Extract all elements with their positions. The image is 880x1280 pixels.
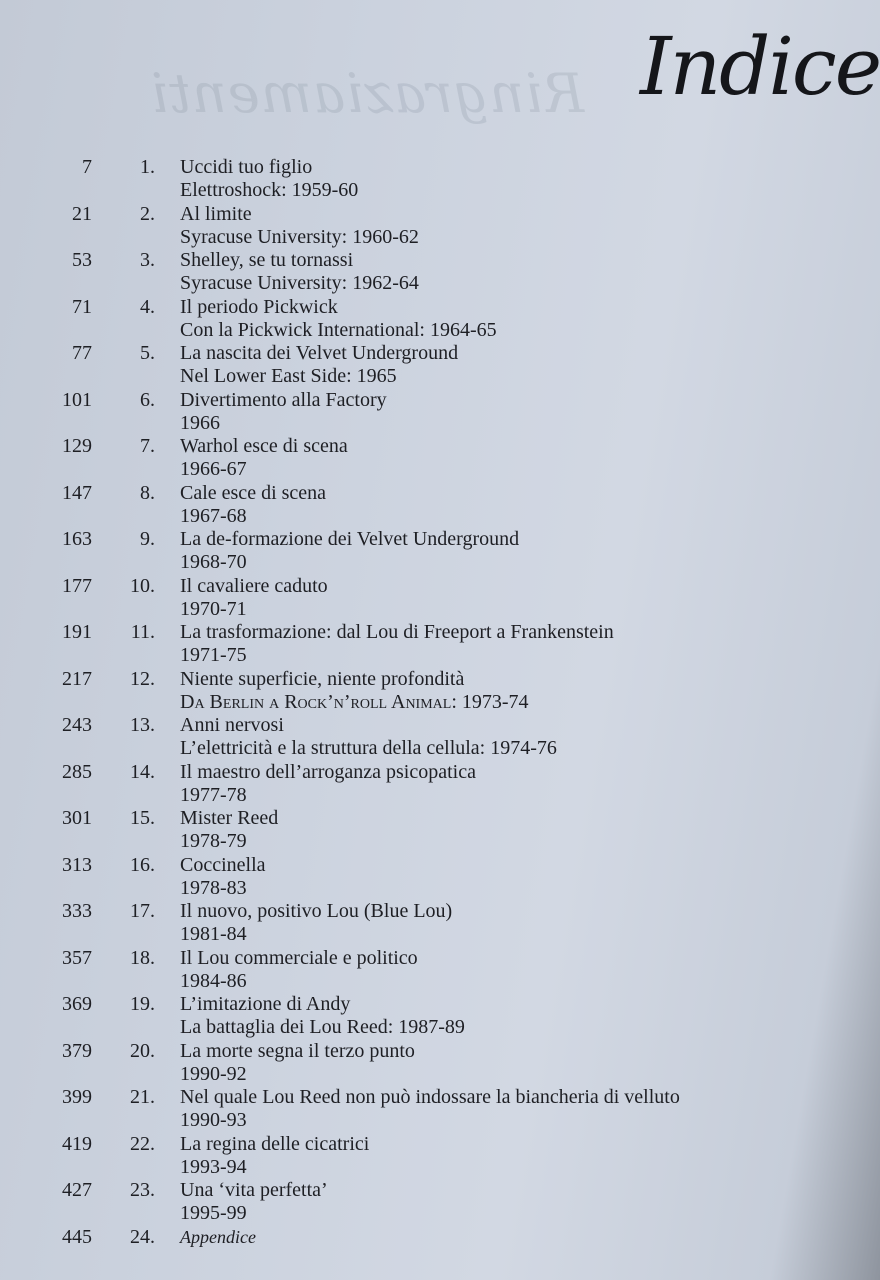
chapter-subtitle: Elettroshock: 1959-60 [180,179,359,201]
chapter-title: Nel quale Lou Reed non può indossare la biancheria di velluto [180,1086,680,1108]
page-number: 419 [62,1132,92,1155]
toc-entry [0,947,852,994]
toc-entry [0,203,852,250]
chapter-title: Il Lou commerciale e politico [180,946,418,969]
toc-entry [0,900,852,947]
page-number: 243 [62,714,92,736]
chapter-title: L’imitazione di Andy [180,993,351,1015]
toc-entry [0,528,852,575]
page-number: 71 [72,295,92,318]
chapter-title: Il cavaliere caduto [180,574,328,597]
page-title: Indice [640,20,880,113]
chapter-title: Appendice [180,1226,256,1247]
chapter-subtitle: 1978-83 [180,876,247,899]
toc-entry [0,435,852,482]
chapter-subtitle: 1995-99 [180,1202,247,1224]
toc-entry [0,482,852,529]
chapter-title: Uccidi tuo figlio [180,156,313,178]
toc-entry [0,296,852,343]
chapter-number: 11. [130,621,155,643]
toc-entry [0,342,852,389]
chapter-subtitle: Syracuse University: 1962-64 [180,272,419,294]
chapter-number: 12. [130,667,155,690]
chapter-subtitle: Da Berlin a Rock’n’roll Animal: 1973-74 [180,690,529,713]
page-number: 191 [62,621,92,643]
chapter-subtitle: La battaglia dei Lou Reed: 1987-89 [180,1016,465,1038]
table-of-contents [0,156,852,1272]
chapter-number: 21. [130,1086,155,1108]
chapter-title: Cale esce di scena [180,481,327,504]
toc-entry [0,854,852,901]
page-number: 379 [62,1039,92,1062]
chapter-title: La morte segna il terzo punto [180,1039,415,1062]
chapter-title: Una ‘vita perfetta’ [180,1179,328,1201]
chapter-number: 10. [130,574,155,597]
chapter-number: 15. [130,807,155,829]
chapter-subtitle: 1993-94 [180,1155,247,1178]
chapter-number: 20. [130,1039,155,1062]
toc-entry [0,575,852,622]
page-number: 357 [62,946,92,969]
chapter-number: 24. [130,1225,155,1248]
toc-entry [0,389,852,436]
chapter-title: Niente superficie, niente profondità [180,667,465,690]
chapter-number: 22. [130,1132,155,1155]
page-number: 285 [62,760,92,783]
chapter-subtitle: 1967-68 [180,504,247,527]
chapter-title: Coccinella [180,853,266,876]
toc-entry [0,714,852,761]
page-number: 163 [62,528,92,550]
page-number: 369 [62,993,92,1015]
chapter-subtitle: 1971-75 [180,644,247,666]
page-number: 445 [62,1225,92,1248]
page-number: 177 [62,574,92,597]
chapter-number: 9. [140,528,155,550]
chapter-title: Shelley, se tu tornassi [180,249,354,271]
chapter-subtitle: 1966-67 [180,458,247,480]
page-number: 301 [62,807,92,829]
chapter-number: 4. [140,295,155,318]
chapter-title: Divertimento alla Factory [180,388,387,411]
page-number: 427 [62,1179,92,1201]
chapter-subtitle: 1978-79 [180,830,247,852]
chapter-number: 19. [130,993,155,1015]
chapter-number: 14. [130,760,155,783]
toc-entry [0,1179,852,1226]
page-number: 53 [72,249,92,271]
chapter-subtitle: 1990-93 [180,1109,247,1131]
toc-entry [0,1086,852,1133]
chapter-number: 1. [140,156,155,178]
page-number: 147 [62,481,92,504]
toc-entry [0,761,852,808]
chapter-subtitle: 1966 [180,411,220,434]
chapter-number: 5. [140,342,155,364]
chapter-number: 13. [130,714,155,736]
chapter-number: 23. [130,1179,155,1201]
chapter-number: 8. [140,481,155,504]
chapter-number: 16. [130,853,155,876]
chapter-subtitle: 1984-86 [180,969,247,992]
page-number: 129 [62,435,92,457]
chapter-subtitle: Nel Lower East Side: 1965 [180,365,397,387]
chapter-title: La de-formazione dei Velvet Underground [180,528,520,550]
chapter-subtitle: 1968-70 [180,551,247,573]
page-number: 7 [82,156,92,178]
chapter-title: Mister Reed [180,807,279,829]
chapter-number: 17. [130,900,155,922]
chapter-title: Anni nervosi [180,714,284,736]
toc-entry [0,668,852,715]
chapter-subtitle: 1970-71 [180,597,247,620]
chapter-subtitle: 1977-78 [180,783,247,806]
chapter-subtitle: Con la Pickwick International: 1964-65 [180,318,497,341]
chapter-title: Il nuovo, positivo Lou (Blue Lou) [180,900,453,922]
toc-entry [0,1040,852,1087]
page-number: 77 [72,342,92,364]
chapter-title: Al limite [180,202,252,225]
chapter-number: 3. [140,249,155,271]
chapter-title: La nascita dei Velvet Underground [180,342,459,364]
page-number: 217 [62,667,92,690]
chapter-title: La regina delle cicatrici [180,1132,370,1155]
toc-entry [0,807,852,854]
chapter-number: 18. [130,946,155,969]
chapter-title: Warhol esce di scena [180,435,348,457]
toc-entry [0,1133,852,1180]
toc-entry [0,156,852,203]
page-number: 101 [62,388,92,411]
page-number: 313 [62,853,92,876]
bleed-through-text: Ringraziamenti [150,62,585,125]
chapter-subtitle: 1990-92 [180,1062,247,1085]
toc-entry [0,249,852,296]
chapter-number: 2. [140,202,155,225]
chapter-title: La trasformazione: dal Lou di Freeport a Frankenstein [180,621,614,643]
chapter-subtitle: Syracuse University: 1960-62 [180,225,419,248]
toc-entry [0,621,852,668]
chapter-number: 6. [140,388,155,411]
toc-entry [0,993,852,1040]
chapter-subtitle: L’elettricità e la struttura della cellula: 1974-76 [180,737,557,759]
toc-entry [0,1226,852,1273]
chapter-title: Il periodo Pickwick [180,295,338,318]
chapter-title: Il maestro dell’arroganza psicopatica [180,760,476,783]
page-number: 399 [62,1086,92,1108]
page-number: 21 [72,202,92,225]
chapter-subtitle: 1981-84 [180,923,247,945]
chapter-number: 7. [140,435,155,457]
page-number: 333 [62,900,92,922]
